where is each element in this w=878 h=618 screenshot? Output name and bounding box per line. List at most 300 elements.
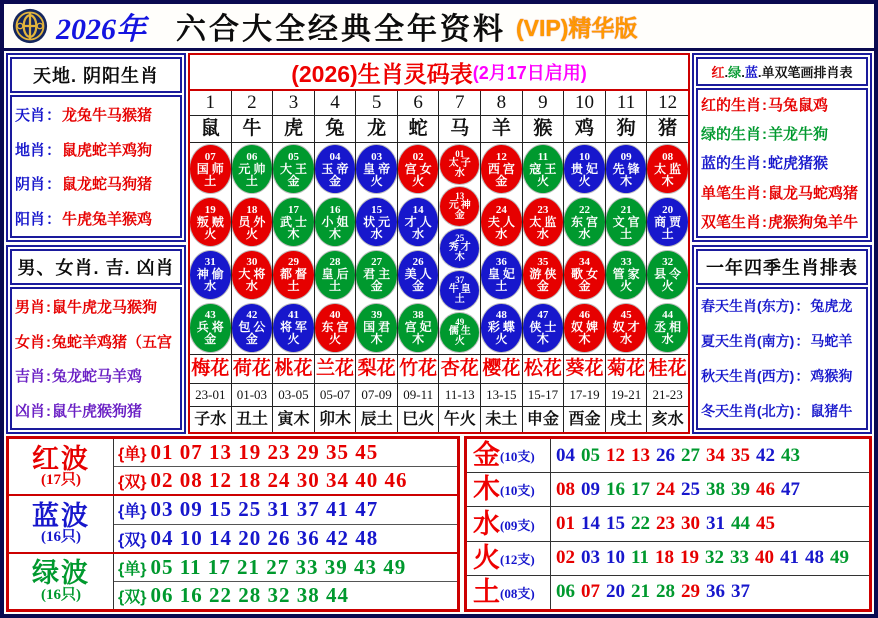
ball-number: 08 [662,150,674,163]
element-count: (09支) [500,517,535,533]
panel-color-stroke-title [696,57,868,86]
ball-role: 太子 [448,157,473,169]
attribute-label: 女肖 [15,333,46,351]
element-number: 06 [556,581,575,603]
attribute-label: 凶肖 [15,403,46,421]
ball-element: 木 [329,226,342,241]
ball-element: 火 [661,279,674,294]
element-number: 27 [681,444,700,466]
ball-number: 19 [204,203,216,216]
ball-number: 42 [246,309,258,322]
element-number: 48 [804,547,824,569]
element-row [467,473,869,507]
attribute-label: 红的生肖 [701,97,762,115]
number-ball [606,198,647,246]
time-range-cell: 07-09 [356,384,398,406]
attribute-separator: : [46,333,52,351]
ball-element: 木 [536,332,549,347]
time-range-cell: 03-05 [273,384,315,406]
number-ball [564,198,605,246]
ball-role: 大王 [279,161,310,176]
element-number: 08 [556,478,575,500]
earthly-branch-cell: 戌土 [606,407,648,432]
attribute-separator: ： [46,211,62,229]
ball-role: 贵妃 [570,161,601,176]
ball-number: 14 [412,203,424,216]
number-ball [190,251,231,299]
earthly-branch-cell: 酉金 [564,407,606,432]
ball-wrap [564,143,605,196]
zodiac-attribute-row [15,139,177,160]
element-number: 36 [706,581,725,603]
element-number: 37 [731,581,750,603]
ball-element: 木 [661,173,674,188]
ball-number: 30 [246,256,258,269]
left-sidebar [6,53,186,434]
earthly-branch-cell: 未土 [481,407,523,432]
attribute-value: 鼠牛虎猴狗猪 [52,403,143,421]
ball-number: 43 [204,309,216,322]
ball-wrap [439,227,480,269]
ball-number: 18 [246,203,258,216]
attribute-value: 鼠龙马蛇鸡猪 [768,184,859,202]
number-ball [273,145,314,193]
number-ball [606,251,647,299]
ball-element: 土 [204,173,217,188]
season-separator: ： [795,367,810,384]
zodiac-attribute-row [15,400,177,421]
ball-number: 28 [329,256,341,269]
title-part: . [741,65,745,80]
attribute-separator: : [762,155,768,173]
number-ball [273,251,314,299]
number-ball [606,145,647,193]
ball-role: 状元 [363,214,394,229]
ball-element: 土 [287,279,300,294]
number-ball [523,304,564,352]
ball-element: 木 [620,173,633,188]
ball-element: 火 [412,173,425,188]
ball-column [523,143,565,354]
ball-element: 土 [620,226,633,241]
page-title: 六合大全经典全年资料 [176,13,506,46]
wave-name: 蓝波 [32,500,90,531]
ball-wrap [564,249,605,302]
attribute-label: 天肖 [15,106,46,124]
ball-wrap [232,301,273,354]
element-count: (10支) [500,449,535,465]
ball-element: 木 [578,332,591,347]
time-range-cell: 21-23 [652,387,683,402]
ball-column [398,143,440,354]
ball-wrap [481,249,522,302]
flower-cell: 葵花 [564,355,606,383]
number-ball [481,145,522,193]
element-number: 35 [731,444,750,466]
ball-wrap [606,249,647,302]
season-separator: ： [795,298,810,315]
ball-element: 金 [536,279,549,294]
ball-number: 34 [578,256,590,269]
number-ball [232,145,273,193]
ball-role: 歌女 [570,267,601,282]
ball-element: 水 [204,279,217,294]
earthly-branch-cell: 午火 [439,407,481,432]
title-part: 绿 [728,65,742,80]
number-ball [273,304,314,352]
number-ball [315,198,356,246]
ball-role: 皇后 [321,267,352,282]
flower-cell: 樱花 [481,355,523,383]
ball-element: 金 [578,279,591,294]
ball-wrap [315,143,356,196]
zodiac-attribute-row [701,211,863,232]
zodiac-attribute-row [701,152,863,173]
flower-cell: 松花 [523,355,565,383]
odd-numbers: 01 07 13 19 23 29 35 45 [150,440,379,465]
ball-wrap [356,196,397,249]
attribute-separator: : [762,97,768,115]
element-name: 土 [473,576,500,607]
element-count: (08支) [500,585,535,601]
time-range-cell: 09-11 [398,384,440,406]
ball-number: 02 [412,150,424,163]
wave-color-table [6,436,460,612]
ball-role: 侠士 [529,320,560,335]
ball-number: 27 [371,256,383,269]
zodiac-cell: 兔 [315,116,357,142]
wave-group [9,496,457,553]
flower-cell: 梨花 [356,355,398,383]
element-number: 28 [656,581,675,603]
number-ball [315,145,356,193]
column-number-cell: 9 [523,91,565,115]
ball-number: 32 [662,256,674,269]
zodiac-attribute-row [15,296,177,317]
ball-element: 土 [329,279,342,294]
number-ball [564,304,605,352]
ball-number: 17 [287,203,299,216]
ball-role: 寇王 [529,161,560,176]
attribute-separator: ： [46,176,62,194]
ball-column [315,143,357,354]
ball-role: 管家 [612,267,643,282]
ball-column [481,143,523,354]
season-label: 夏天生肖(南方) [701,333,795,350]
element-name: 木 [473,474,500,505]
ball-wrap [481,143,522,196]
ball-element: 土 [495,279,508,294]
element-label [467,473,551,506]
column-number-cell: 12 [658,92,678,113]
element-number: 16 [606,478,625,500]
ball-number: 15 [371,203,383,216]
zodiac-cell: 猪 [658,118,678,139]
column-number-cell: 8 [481,91,523,115]
number-ball [356,304,397,352]
element-number: 17 [631,478,650,500]
element-number: 49 [829,547,849,569]
ball-element: 水 [578,226,591,241]
ball-role: 夫人 [487,214,518,229]
season-value: 马蛇羊 [810,333,853,350]
ball-role: 元帅 [238,161,269,176]
ball-role: 国君 [363,320,394,335]
ball-wrap [439,143,480,185]
ball-role: 太监 [654,161,685,176]
odd-numbers-row [114,439,457,467]
ball-number: 39 [371,309,383,322]
ball-element: 金 [454,209,465,221]
ball-number: 24 [495,203,507,216]
attribute-value: 马兔鼠鸡 [768,97,829,115]
wave-group [9,439,457,496]
odd-label: {单} [118,560,147,578]
element-numbers [551,513,869,535]
ball-element: 火 [245,226,258,241]
panel-male-female-zodiac [6,245,186,434]
attribute-label: 双笔生肖 [701,213,762,231]
element-number: 25 [681,478,700,500]
ball-number: 13 [455,190,465,201]
season-label: 冬天生肖(北方) [701,402,795,419]
ball-wrap [315,249,356,302]
element-number: 22 [631,513,650,534]
attribute-value: 龙兔牛马猴猪 [62,106,153,124]
ball-element: 火 [578,173,591,188]
attribute-value: 蛇虎猪猴 [768,155,829,173]
ball-role: 儒生 [448,326,473,338]
number-ball [647,304,688,352]
ball-element: 火 [454,336,465,348]
ball-number: 20 [662,203,674,216]
ball-wrap [398,249,439,302]
number-ball [481,198,522,246]
zodiac-row [190,116,688,143]
earthly-branch-cell: 丑土 [232,407,274,432]
wave-name: 绿波 [32,558,90,589]
element-row [467,507,869,541]
ball-role: 武士 [279,214,310,229]
attribute-label: 绿的生肖 [701,126,762,144]
element-number: 11 [631,547,649,569]
attribute-separator: : [46,368,52,386]
number-ball [190,145,231,193]
ball-role: 玉帝 [321,161,352,176]
ball-number: 03 [371,150,383,163]
number-ball-grid [190,143,688,355]
lingma-title-main: (2026)生肖灵码表 [291,60,473,87]
ball-element: 火 [495,332,508,347]
ball-wrap [481,301,522,354]
ball-role: 商贾 [654,214,685,229]
ball-role: 包公 [238,320,269,335]
element-number: 31 [706,513,725,534]
ball-wrap [190,249,231,302]
ball-role: 兵将 [196,320,227,335]
panel-sky-earth-zodiac [6,53,186,242]
ball-element: 金 [204,332,217,347]
column-number-cell: 4 [315,91,357,115]
attribute-separator: : [762,126,768,144]
flower-cell: 梅花 [190,355,232,383]
ball-element: 水 [454,167,465,179]
ball-wrap [523,301,564,354]
column-number-cell: 11 [606,91,648,115]
even-label: {双} [118,588,147,606]
ball-number: 09 [620,150,632,163]
ball-number: 29 [287,256,299,269]
number-ball [315,304,356,352]
ball-number: 41 [287,309,299,322]
ball-element: 土 [454,294,465,306]
even-numbers: 04 10 14 20 26 36 42 48 [150,525,379,550]
ball-role: 奴才 [612,320,643,335]
element-number: 01 [556,513,575,534]
number-ball [315,251,356,299]
ball-role: 东宫 [321,320,352,335]
number-ball [440,187,479,226]
element-name: 火 [473,542,500,573]
number-ball [232,251,273,299]
column-number-cell: 1 [190,91,232,115]
time-range-cell: 17-19 [564,384,606,406]
odd-numbers: 03 09 15 25 31 37 41 47 [150,497,379,522]
column-number-cell: 10 [564,91,606,115]
attribute-separator: : [46,298,52,316]
zodiac-cell: 蛇 [398,116,440,142]
ball-number: 35 [537,256,549,269]
ball-wrap [273,249,314,302]
element-row [467,542,869,576]
ball-role: 才人 [404,214,435,229]
number-ball [398,304,439,352]
ball-column [439,143,481,354]
wave-count: (17只) [41,471,81,488]
ball-wrap [273,196,314,249]
ball-role: 小姐 [321,214,352,229]
ball-number: 46 [578,309,590,322]
odd-label: {单} [118,446,147,464]
ball-wrap [273,143,314,196]
zodiac-attribute-row [15,104,177,125]
ball-element: 火 [287,332,300,347]
ball-column [606,143,648,354]
panel-sky-earth-title: 天地. 阴阳生肖 [10,57,182,93]
ball-number: 23 [537,203,549,216]
ball-number: 04 [329,150,341,163]
wave-group [9,554,457,609]
time-range-row [190,384,688,407]
ball-wrap [523,196,564,249]
flower-cell: 竹花 [398,355,440,383]
ball-wrap [564,301,605,354]
title-part: 单双笔画排肖表 [761,65,853,80]
ball-wrap [315,301,356,354]
ball-wrap [356,249,397,302]
title-part: . [724,65,729,80]
element-number: 38 [706,478,725,500]
ball-role: 美人 [404,267,435,282]
ball-role: 县令 [654,267,685,282]
ball-role: 奴婢 [570,320,601,335]
column-number-cell: 5 [356,91,398,115]
element-label [467,507,551,540]
attribute-label: 阳肖 [15,211,46,229]
number-ball [273,198,314,246]
ball-number: 10 [578,150,590,163]
element-number: 33 [729,547,749,569]
zodiac-cell: 鸡 [564,116,606,142]
ball-wrap [190,301,231,354]
ball-number: 11 [537,150,549,163]
number-ball [398,251,439,299]
element-numbers [551,547,869,569]
ball-number: 31 [204,256,216,269]
ball-role: 牛皇 [448,284,473,296]
panel-sky-earth-body [10,95,182,238]
ball-element: 木 [454,252,465,263]
number-ball [190,198,231,246]
flower-cell: 荷花 [232,355,274,383]
ball-wrap [564,196,605,249]
ball-number: 48 [495,309,507,322]
season-value: 兔虎龙 [810,298,853,315]
wave-count: (16只) [41,586,81,603]
attribute-label: 吉肖 [15,368,46,386]
ball-number: 45 [620,309,632,322]
season-zodiac-row [701,331,863,351]
attribute-label: 地肖 [15,141,46,159]
ball-element: 火 [204,226,217,241]
ball-role: 彩蝶 [487,320,518,335]
element-number: 47 [781,478,800,500]
element-number: 14 [581,513,600,534]
column-number-cell: 3 [273,91,315,115]
earthly-branch-cell: 辰土 [356,407,398,432]
element-number: 02 [556,547,575,569]
number-ball [523,251,564,299]
number-ball [356,198,397,246]
number-ball [564,145,605,193]
ball-element: 木 [287,226,300,241]
time-range-cell: 15-17 [523,384,565,406]
number-ball [564,251,605,299]
ball-element: 金 [245,332,258,347]
wave-label [9,554,114,609]
number-ball [232,304,273,352]
lingma-table [188,53,690,434]
ball-wrap [398,143,439,196]
ball-number: 12 [495,150,507,163]
lingma-title-sub: (2月17日启用) [472,63,587,83]
season-separator: ： [795,333,810,350]
season-zodiac-row [701,401,863,421]
ball-element: 水 [661,332,674,347]
element-label [467,542,551,575]
attribute-value: 鼠龙蛇马狗猪 [62,176,153,194]
season-value: 鸡猴狗 [810,367,853,384]
main-area [4,51,874,436]
column-number-cell: 7 [439,91,481,115]
earthly-branch-cell: 寅木 [273,407,315,432]
wave-count: (16只) [41,529,81,546]
ball-element: 金 [287,173,300,188]
even-numbers-row [114,525,457,552]
ball-role: 国师 [196,161,227,176]
attribute-label: 蓝的生肖 [701,155,762,173]
column-number-row [190,91,688,116]
